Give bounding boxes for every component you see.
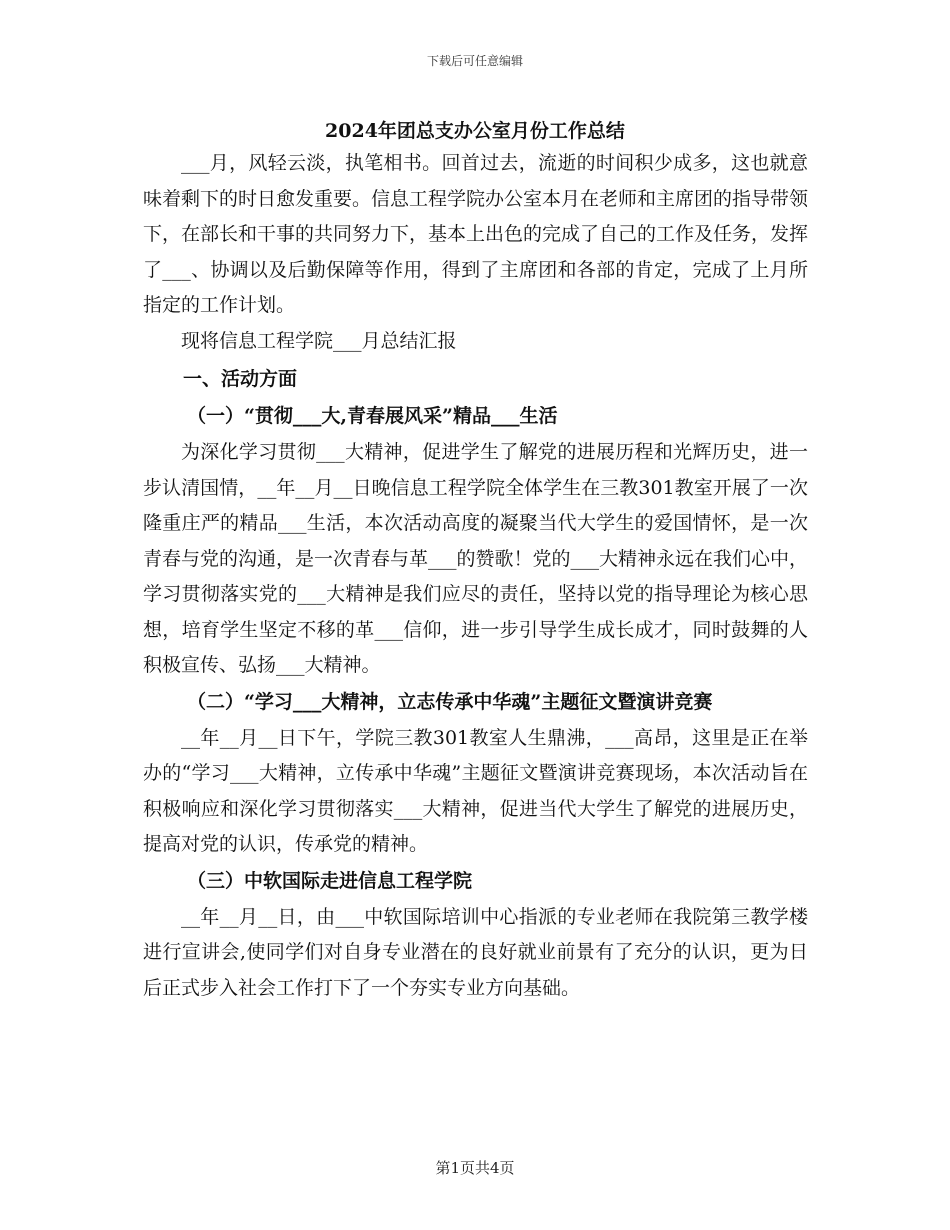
heading-section-3: （三）中软国际走进信息工程学院 <box>187 869 473 892</box>
page-footer: 第1页共4页 <box>435 1159 515 1177</box>
heading-activities: 一、活动方面 <box>183 368 298 390</box>
paragraph-section-1: 为深化学习贯彻___大精神，促进学生了解党的进展历程和光辉历史，进一步认清国情，__年__月__日晚信息工程学院全体学生在三教301教室开展了一次隆重庄严的精品___生活，本次活动高度的凝聚当代大学生的爱国情怀，是一次青春与党的沟通，是一次青春与革___的赞歌！党的___大精神永远在我们心中，学习贯彻落实党的___大精神是我们应尽的责任，坚持以党的指导理论为核心思想，培育学生坚定不移的革___信仰，进一步引导学生成长成才，同时鼓舞的人积极宣传、弘扬___大精神。 <box>143 441 809 676</box>
header-note: 下载后可任意编辑 <box>426 54 523 68</box>
heading-section-1: （一）“贯彻___大,青春展风采”精品___生活 <box>187 405 558 427</box>
document-body <box>143 146 808 1006</box>
paragraph-intro: ___月，风轻云淡，执笔相书。回首过去，流逝的时间积少成多，这也就意味着剩下的时日愈发重要。信息工程学院办公室本月在老师和主席团的指导带领下，在部长和干事的共同努力下，基本上出色的完成了自己的工作及任务，发挥了___、协调以及后勤保障等作用，得到了主席团和各部的肯定，完成了上月所指定的工作计划。 <box>143 152 809 316</box>
heading-section-2: （二）“学习___大精神，立志传承中华魂”主题征文暨演讲竞赛 <box>187 690 713 713</box>
document-title: 2024年团总支办公室月份工作总结 <box>325 120 625 142</box>
paragraph-report: 现将信息工程学院___月总结汇报 <box>181 329 457 352</box>
paragraph-section-2: __年__月__日下午，学院三教301教室人生鼎沸，___高昂，这里是正在举办的“学习___大精神，立传承中华魂”主题征文暨演讲竞赛现场，本次活动旨在积极响应和深化学习贯彻落实___大精神，促进当代大学生了解党的进展历史，提高对党的认识，传承党的精神。 <box>143 726 808 855</box>
paragraph-section-3: __年__月__日，由___中软国际培训中心指派的专业老师在我院第三教学楼进行宣讲会,使同学们对自身专业潜在的良好就业前景有了充分的认识，更为日后正式步入社会工作打下了一个夯实专业方向基础。 <box>143 905 808 999</box>
